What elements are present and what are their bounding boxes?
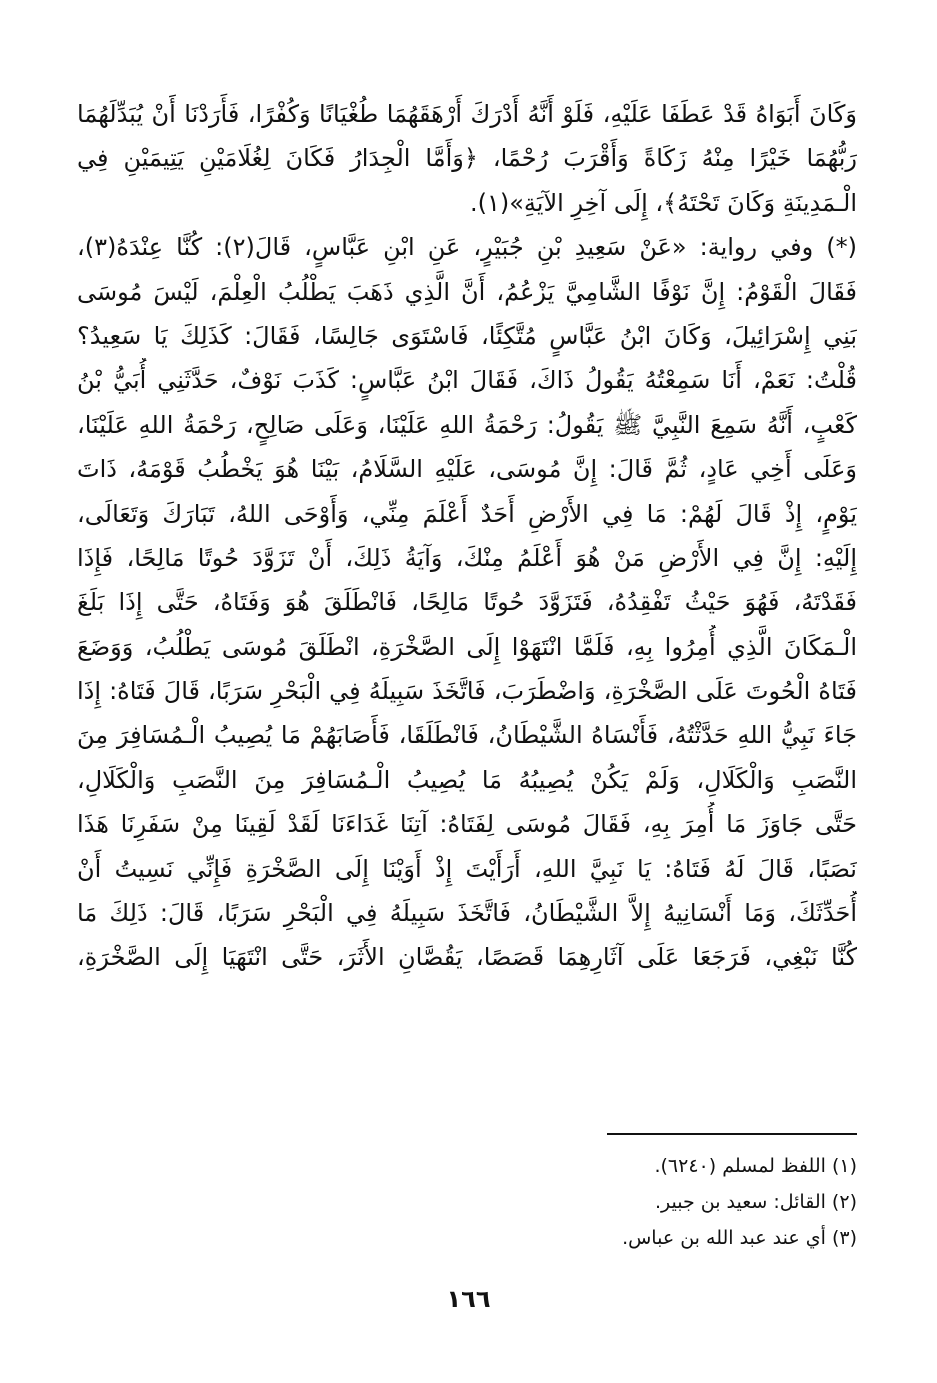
page-number: ١٦٦ — [446, 1285, 491, 1313]
text-line: فَقَالَ الْقَوْمُ: إِنَّ نَوْفًا الشَّامِيَّ يَزْعُمُ، أَنَّ الَّذِي ذَهَبَ يَطْلُبُ الْعِلْمَ، لَيْسَ مُوسَى — [77, 277, 857, 306]
footnote-item: (١) اللفظ لمسلم (٦٢٤٠). — [654, 1155, 857, 1177]
text-line: إِلَيْهِ: إِنَّ فِي الأَرْضِ مَنْ هُوَ أَعْلَمُ مِنْكَ، وَآيَةُ ذَلِكَ، أَنْ تَزَوَّدَ حُوتًا مَالِحًا، فَإِذَا — [77, 543, 857, 572]
text-line: كَعْبٍ، أَنَّهُ سَمِعَ النَّبِيَّ ﷺ يَقُولُ: رَحْمَةُ اللهِ عَلَيْنَا، وَعَلَى صَالِحٍ، رَحْمَةُ اللهِ عَلَيْنَا، — [77, 410, 857, 439]
text-line: الْـمَدِينَةِ وَكَانَ تَحْتَهُ﴾، إِلَى آخِرِ الآيَةِ»(١). — [469, 188, 857, 217]
footnotes — [257, 1148, 857, 1256]
text-line: بَنِي إِسْرَائِيلَ، وَكَانَ ابْنُ عَبَّاسٍ مُتَّكِئًا، فَاسْتَوَى جَالِسًا، فَقَالَ: كَذَلِكَ يَا سَعِيدُ؟ — [77, 321, 857, 350]
text-line: يَوْمٍ، إِذْ قَالَ لَهُمْ: مَا فِي الأَرْضِ أَحَدٌ أَعْلَمَ مِنِّي، وَأَوْحَى اللهُ، تَبَارَكَ وَتَعَالَى، — [77, 499, 857, 528]
text-line: كُنَّا نَبْغِي، فَرَجَعَا عَلَى آثَارِهِمَا قَصَصًا، يَقُصَّانِ الأَثَرَ، حَتَّى انْتَهَيَا إِلَى الصَّخْرَةِ، — [77, 943, 857, 972]
text-line: النَّصَبِ وَالْكَلَالِ، وَلَمْ يَكُنْ يُصِيبُهُ مَا يُصِيبُ الْـمُسَافِرَ مِنَ النَّصَبِ وَالْكَلَالِ، — [77, 765, 857, 794]
text-line: نَصَبًا، قَالَ لَهُ فَتَاهُ: يَا نَبِيَّ اللهِ، أَرَأَيْتَ إِذْ أَوَيْنَا إِلَى الصَّخْرَةِ فَإِنِّي نَسِيتُ أَنْ — [77, 854, 857, 883]
footnote-item: (٢) القائل: سعيد بن جبير. — [654, 1191, 857, 1213]
text-line: وَعَلَى أَخِي عَادٍ، ثُمَّ قَالَ: إِنَّ مُوسَى، عَلَيْهِ السَّلَامُ، بَيْنَا هُوَ يَخْطُبُ قَوْمَهُ، ذَاتَ — [77, 455, 857, 484]
main-text — [77, 92, 857, 980]
text-line: فَقَدْتَهُ، فَهُوَ حَيْثُ تَفْقِدُهُ، فَتَزَوَّدَ حُوتًا مَالِحًا، فَانْطَلَقَ هُوَ وَفَتَاهُ، حَتَّى إِذَا بَلَغَ — [77, 588, 857, 617]
text-line: فَتَاهُ الْحُوتَ عَلَى الصَّخْرَةِ، وَاضْطَرَبَ، فَاتَّخَذَ سَبِيلَهُ فِي الْبَحْرِ سَرَبًا، قَالَ فَتَاهُ: إِذَا — [77, 677, 857, 706]
text-line: رَبُّهُمَا خَيْرًا مِنْهُ زَكَاةً وَأَقْرَبَ رُحْمًا، ﴿وَأَمَّا الْجِدَارُ فَكَانَ لِغُلَامَيْنِ يَتِيمَيْنِ فِي — [77, 144, 857, 173]
footnote-item: (٣) أي عند عبد الله بن عباس. — [622, 1227, 857, 1249]
text-line: قُلْتُ: نَعَمْ، أَنَا سَمِعْتُهُ يَقُولُ ذَاكَ، فَقَالَ ابْنُ عَبَّاسٍ: كَذَبَ نَوْفٌ، حَدَّثَنِي أُبَيُّ بْنُ — [77, 366, 857, 395]
text-line: وَكَانَ أَبَوَاهُ قَدْ عَطَفَا عَلَيْهِ، فَلَوْ أَنَّهُ أَدْرَكَ أَرْهَقَهُمَا طُغْيَانًا وَكُفْرًا، فَأَرَدْنَا أَنْ يُبَدِّلَهُمَا — [77, 100, 857, 128]
text-line: حَتَّى جَاوَزَ مَا أُمِرَ بِهِ، فَقَالَ مُوسَى لِفَتَاهُ: آتِنَا غَدَاءَنَا لَقَدْ لَقِينَا مِنْ سَفَرِنَا هَذَا — [77, 810, 857, 839]
footnote-separator — [607, 1133, 857, 1135]
text-line: جَاءَ نَبِيُّ اللهِ حَدَّثْتُهُ، فَأَنْسَاهُ الشَّيْطَانُ، فَانْطَلَقَا، فَأَصَابَهُمْ مَا يُصِيبُ الْـمُسَافِرَ مِنَ — [77, 721, 857, 750]
text-line: الْـمَكَانَ الَّذِي أُمِرُوا بِهِ، فَلَمَّا انْتَهَوْا إِلَى الصَّخْرَةِ، انْطَلَقَ مُوسَى يَطْلُبُ، وَوَضَعَ — [77, 632, 857, 661]
text-line: (*) وفي رواية: «عَنْ سَعِيدِ بْنِ جُبَيْرٍ، عَنِ ابْنِ عَبَّاسٍ، قَالَ(٢): كُنَّا عِنْدَهُ(٣)، — [77, 233, 857, 262]
text-line: أُحَدِّثَكَ، وَمَا أَنْسَانِيهُ إِلاَّ الشَّيْطَانُ، فَاتَّخَذَ سَبِيلَهُ فِي الْبَحْرِ سَرَبًا، قَالَ: ذَلِكَ مَا — [77, 899, 857, 928]
